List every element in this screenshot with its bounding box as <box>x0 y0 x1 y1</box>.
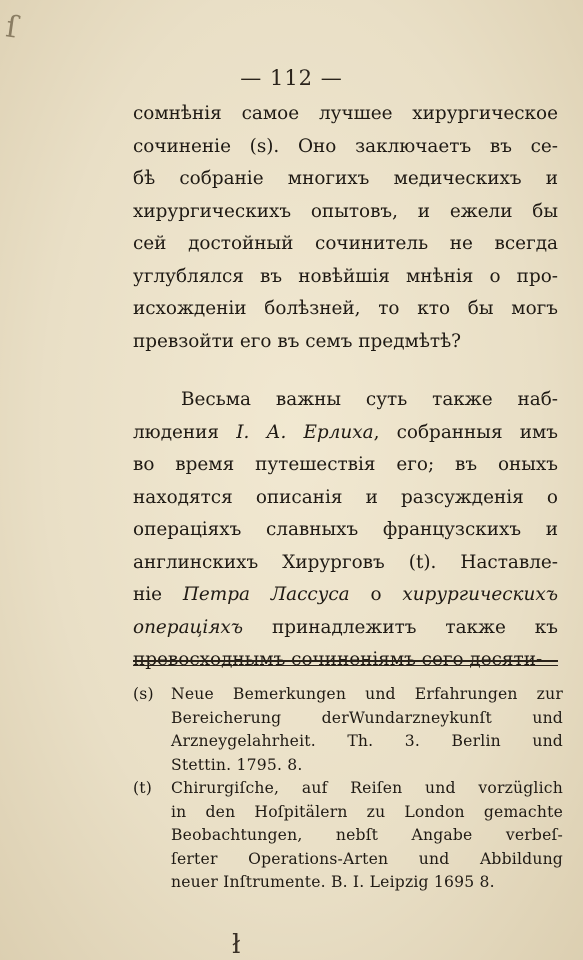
text-line: во время путешествія его; въ оныхъ <box>133 454 558 475</box>
footnote-line: Arzneygelahrheit. Th. 3. Berlin und <box>171 732 563 750</box>
footnote-line: Stettin. 1795. 8. <box>171 755 303 774</box>
footnote-s <box>133 683 563 777</box>
footnote-line: Bereicherung derWundarzneykunſt und <box>171 708 563 727</box>
margin-mark: ſ <box>3 9 20 46</box>
footnote-marker: (t) <box>133 779 153 797</box>
text-line: бѣ собраніе многихъ медическихъ и <box>133 168 558 189</box>
text-run: ніе <box>133 584 183 605</box>
footnote-text: Chirurgiſche, auf Reiſen und vorzüglich <box>171 779 563 797</box>
text-line: Весьма важны суть также наб- <box>181 389 558 410</box>
main-text <box>133 98 558 677</box>
text-line: англинскихъ Хирурговъ (t). Наставле- <box>133 551 558 573</box>
text-line <box>133 417 558 450</box>
text-line: сочиненіе (s). Оно заключаетъ въ се- <box>133 135 558 157</box>
footnote-line: in den Hoſpitälern zu London gemachte <box>171 802 563 821</box>
footnote-t <box>133 777 563 895</box>
footnote-text: Neue Bemerkungen und Erfahrungen zur <box>171 685 563 703</box>
text-line: исхожденіи болѣзней, то кто бы могъ <box>133 298 558 319</box>
paragraph-1 <box>133 98 558 358</box>
text-line: сей достойный сочинитель не всегда <box>133 233 558 254</box>
footnote-line <box>133 683 563 707</box>
text-line: хирургическихъ опытовъ, и ежели бы <box>133 200 558 222</box>
text-line: сомнѣнія самое лучшее хирургическое <box>133 103 558 124</box>
text-line <box>133 579 558 612</box>
bottom-mark: ł <box>232 930 241 960</box>
footnote-line <box>133 777 563 801</box>
text-run: , собранныя имъ <box>373 421 558 443</box>
italic-run: операціяхъ <box>133 616 244 638</box>
footnote-line: neuer Inſtrumente. B. I. Leipzig 1695 8. <box>171 873 495 891</box>
author-name-lassus: Петра Лассуса <box>182 584 350 605</box>
paragraph-2 <box>133 384 558 677</box>
italic-run: хирургическихъ <box>402 584 558 605</box>
footnote-marker: (s) <box>133 685 154 703</box>
author-name-erlich: I. А. Ерлиха <box>236 421 374 443</box>
footnote-rule <box>133 660 558 666</box>
text-line <box>133 612 558 645</box>
text-run: принадлежитъ также къ <box>243 616 558 638</box>
text-line: превзойти его въ семъ предмѣтѣ? <box>133 330 462 352</box>
page-number: — 112 — <box>240 66 343 90</box>
footnote-line: Beobachtungen, nebſt Angabe verbeſ- <box>171 826 563 844</box>
text-line: превосходнымъ сочиненіямъ сего десяти- <box>133 649 543 670</box>
text-line: углублялся въ новѣйшія мнѣнія о про- <box>133 265 558 287</box>
text-run: о <box>349 584 403 605</box>
footnote-line: ſerter Operations-Arten und Abbildung <box>171 849 563 868</box>
text-line: операціяхъ славныхъ французскихъ и <box>133 519 558 540</box>
text-run: людения <box>133 421 237 443</box>
text-line: находятся описанія и разсужденія о <box>133 486 558 508</box>
footnotes <box>133 683 563 895</box>
